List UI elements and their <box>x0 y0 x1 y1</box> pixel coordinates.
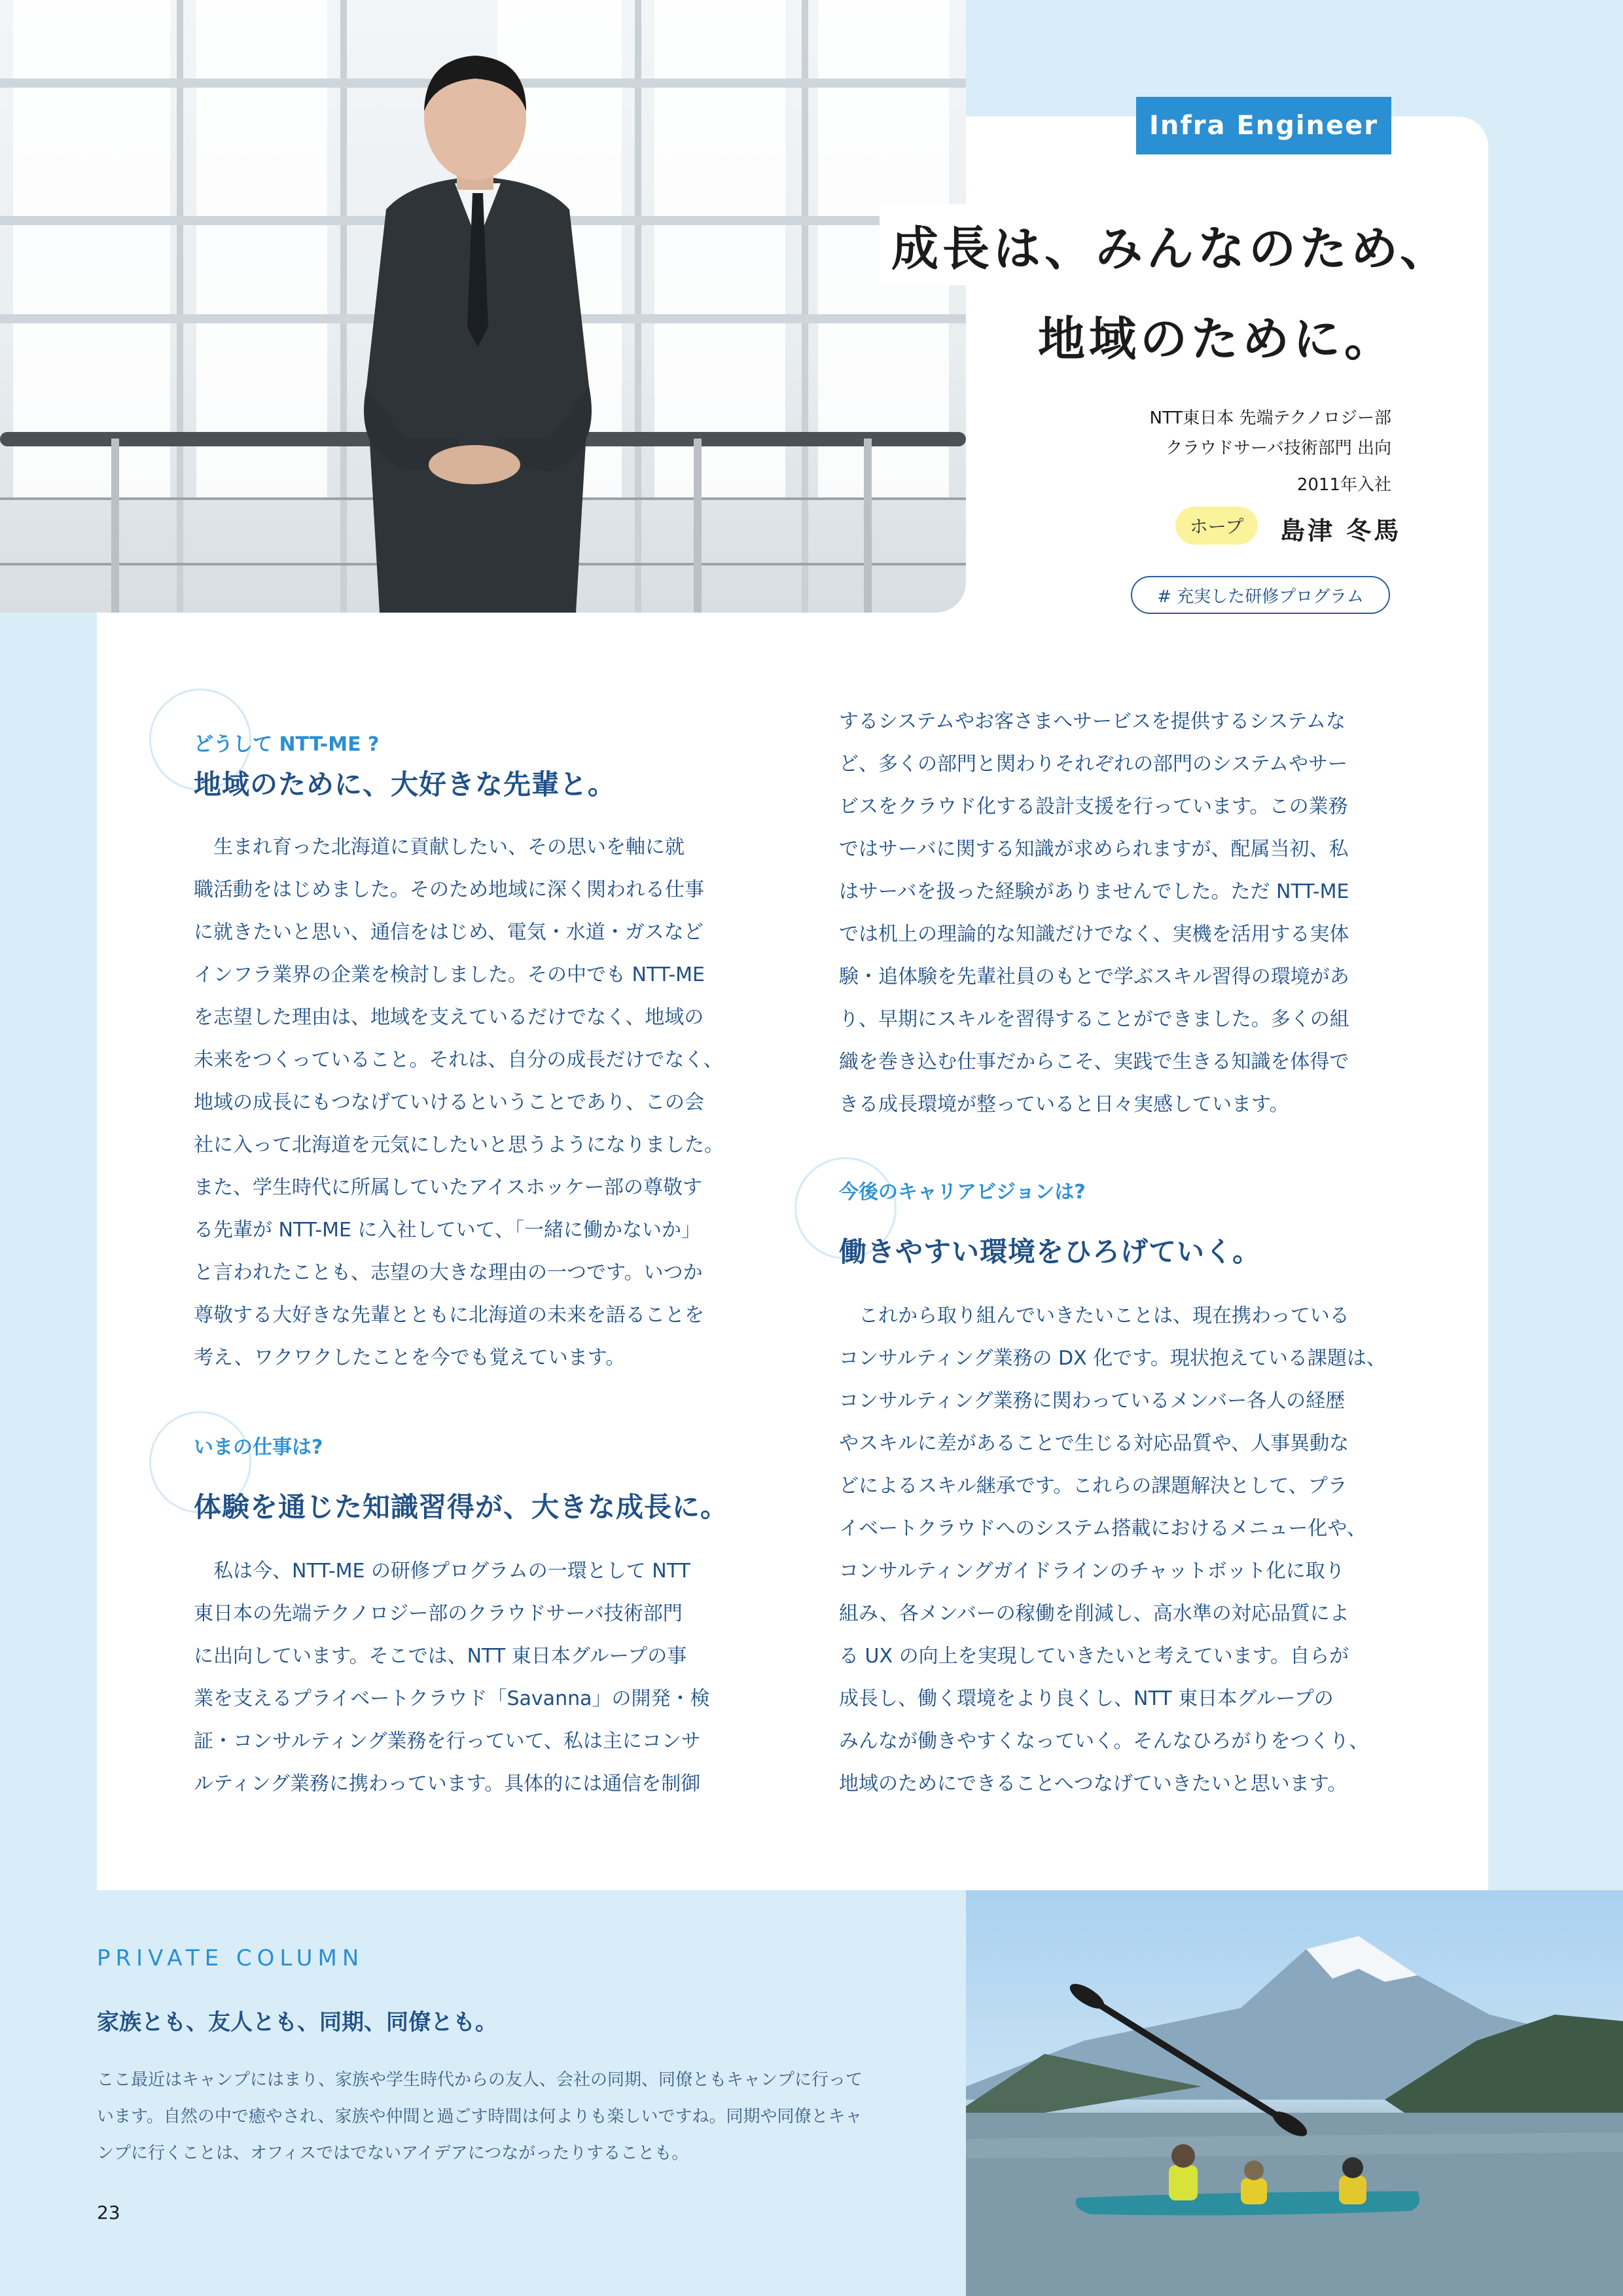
text-line: コンサルティング業務の DX 化です。現状抱えている課題は、 <box>839 1347 1386 1370</box>
text-line: 成長し、働く環境をより良くし、NTT 東日本グループの <box>839 1687 1334 1710</box>
text-line: やスキルに差があることで生じる対応品質や、人事異動な <box>839 1432 1349 1455</box>
text-line: と言われたことも、志望の大きな理由の一つです。いつか <box>194 1261 703 1284</box>
text-line: 尊敬する大好きな先輩とともに北海道の未来を語ることを <box>194 1304 704 1327</box>
section3-heading: 働きやすい環境をひろげていく。 <box>839 1236 1261 1268</box>
private-column-label: PRIVATE COLUMN <box>97 1945 365 1971</box>
hashtag-chip[interactable]: # 充実した研修プログラム <box>1131 576 1390 614</box>
section3-body <box>839 1295 1386 1805</box>
kayak-photo <box>966 1890 1623 2296</box>
text-line: コンサルティング業務に関わっているメンバー各人の経歴 <box>839 1390 1346 1412</box>
text-line: では机上の理論的な知識だけでなく、実機を活用する実体 <box>839 923 1349 946</box>
text-line: 織を巻き込む仕事だからこそ、実践で生きる知識を体得で <box>839 1050 1349 1073</box>
portrait-photo <box>0 0 966 613</box>
text-line: る先輩が NTT-ME に入社していて、「一緒に働かないか」 <box>194 1219 701 1242</box>
text-line: 地域の成長にもつなげていけるということであり、この会 <box>194 1091 704 1114</box>
text-line: ここ最近はキャンプにはまり、家族や学生時代からの友人、会社の同期、同僚ともキャンプに行って <box>97 2070 863 2090</box>
section2-heading: 体験を通じた知識習得が、大きな成長に。 <box>194 1491 729 1523</box>
text-line: コンサルティングガイドラインのチャットボット化に取り <box>839 1560 1345 1583</box>
section1-heading: 地域のために、大好きな先輩と。 <box>194 768 616 800</box>
private-column-heading: 家族とも、友人とも、同期、同僚とも。 <box>97 2009 497 2036</box>
text-line: イベートクラウドへのシステム搭載におけるメニュー化や、 <box>839 1517 1366 1540</box>
mountain-lake-illustration <box>966 1890 1623 2296</box>
text-line: ンプに行くことは、オフィスではでないアイデアにつながったりすることも。 <box>97 2144 689 2163</box>
text-line: を志望した理由は、地域を支えているだけでなく、地域の <box>194 1006 704 1029</box>
text-line: 職活動をはじめました。そのため地域に深く関われる仕事 <box>194 878 704 901</box>
role-tag: Infra Engineer <box>1136 97 1391 154</box>
text-line: る UX の向上を実現していきたいと考えています。自らが <box>839 1645 1349 1668</box>
text-line: 生まれ育った北海道に貢献したい、その思いを軸に就 <box>194 836 685 859</box>
section1-question: どうして NTT-ME ? <box>194 733 380 756</box>
section2-question: いまの仕事は? <box>194 1436 323 1459</box>
text-line: ではサーバに関する知識が求められますが、配属当初、私 <box>839 838 1349 861</box>
text-line: 東日本の先端テクノロジー部のクラウドサーバ技術部門 <box>194 1602 683 1625</box>
title-line-2: 地域のために。 <box>1026 295 1407 376</box>
affiliation-line-2: クラウドサーバ技術部門 出向 <box>1166 439 1391 458</box>
private-column-body <box>97 2062 863 2172</box>
page-number: 23 <box>97 2202 120 2223</box>
section2-body <box>194 1550 709 1805</box>
text-line: り、早期にスキルを習得することができました。多くの組 <box>839 1008 1349 1031</box>
section2-body-continued <box>839 700 1349 1126</box>
employee-name: 島津 冬馬 <box>1280 516 1402 545</box>
affiliation-line-1: NTT東日本 先端テクノロジー部 <box>1149 408 1391 428</box>
text-line: するシステムやお客さまへサービスを提供するシステムな <box>839 710 1346 733</box>
text-line: います。自然の中で癒やされ、家族や仲間と過ごす時間は何よりも楽しいですね。同期や同僚とキャ <box>97 2107 863 2126</box>
text-line: 証・コンサルティング業務を行っていて、私は主にコンサ <box>194 1730 701 1753</box>
text-line: に出向しています。そこでは、NTT 東日本グループの事 <box>194 1645 687 1668</box>
section3-question: 今後のキャリアビジョンは? <box>839 1181 1086 1204</box>
text-line: ビスをクラウド化する設計支援を行っています。この業務 <box>839 795 1348 818</box>
text-line: また、学生時代に所属していたアイスホッケー部の尊敬す <box>194 1176 702 1199</box>
section1-body <box>194 826 724 1379</box>
text-line: 社に入って北海道を元気にしたいと思うようになりました。 <box>194 1134 724 1157</box>
joined-year: 2011年入社 <box>1296 475 1391 495</box>
text-line: 考え、ワクワクしたことを今でも覚えています。 <box>194 1346 626 1369</box>
title-line-1: 成長は、みんなのため、 <box>880 204 1463 285</box>
text-line: みんなが働きやすくなっていく。そんなひろがりをつくり、 <box>839 1730 1369 1753</box>
hope-badge: ホープ <box>1175 507 1258 545</box>
text-line: インフラ業界の企業を検討しました。その中でも NTT-ME <box>194 963 705 986</box>
text-line: ど、多くの部門と関わりそれぞれの部門のシステムやサー <box>839 753 1347 776</box>
text-line: 験・追体験を先輩社員のもとで学ぶスキル習得の環境があ <box>839 965 1349 988</box>
text-line: 組み、各メンバーの稼働を削減し、高水準の対応品質によ <box>839 1602 1349 1625</box>
text-line: に就きたいと思い、通信をはじめ、電気・水道・ガスなど <box>194 921 704 944</box>
person-illustration <box>308 46 648 613</box>
text-line: どによるスキル継承です。これらの課題解決として、プラ <box>839 1475 1347 1498</box>
text-line: 業を支えるプライベートクラウド「Savanna」の開発・検 <box>194 1687 710 1710</box>
text-line: きる成長環境が整っていると日々実感しています。 <box>839 1093 1289 1116</box>
text-line: これから取り組んでいきたいことは、現在携わっている <box>839 1304 1349 1327</box>
text-line: はサーバを扱った経験がありませんでした。ただ NTT-ME <box>839 880 1349 903</box>
text-line: 地域のためにできることへつなげていきたいと思います。 <box>839 1772 1347 1795</box>
text-line: 未来をつくっていること。それは、自分の成長だけでなく、 <box>194 1049 723 1071</box>
text-line: ルティング業務に携わっています。具体的には通信を制御 <box>194 1772 701 1795</box>
text-line: 私は今、NTT-ME の研修プログラムの一環として NTT <box>194 1560 690 1583</box>
